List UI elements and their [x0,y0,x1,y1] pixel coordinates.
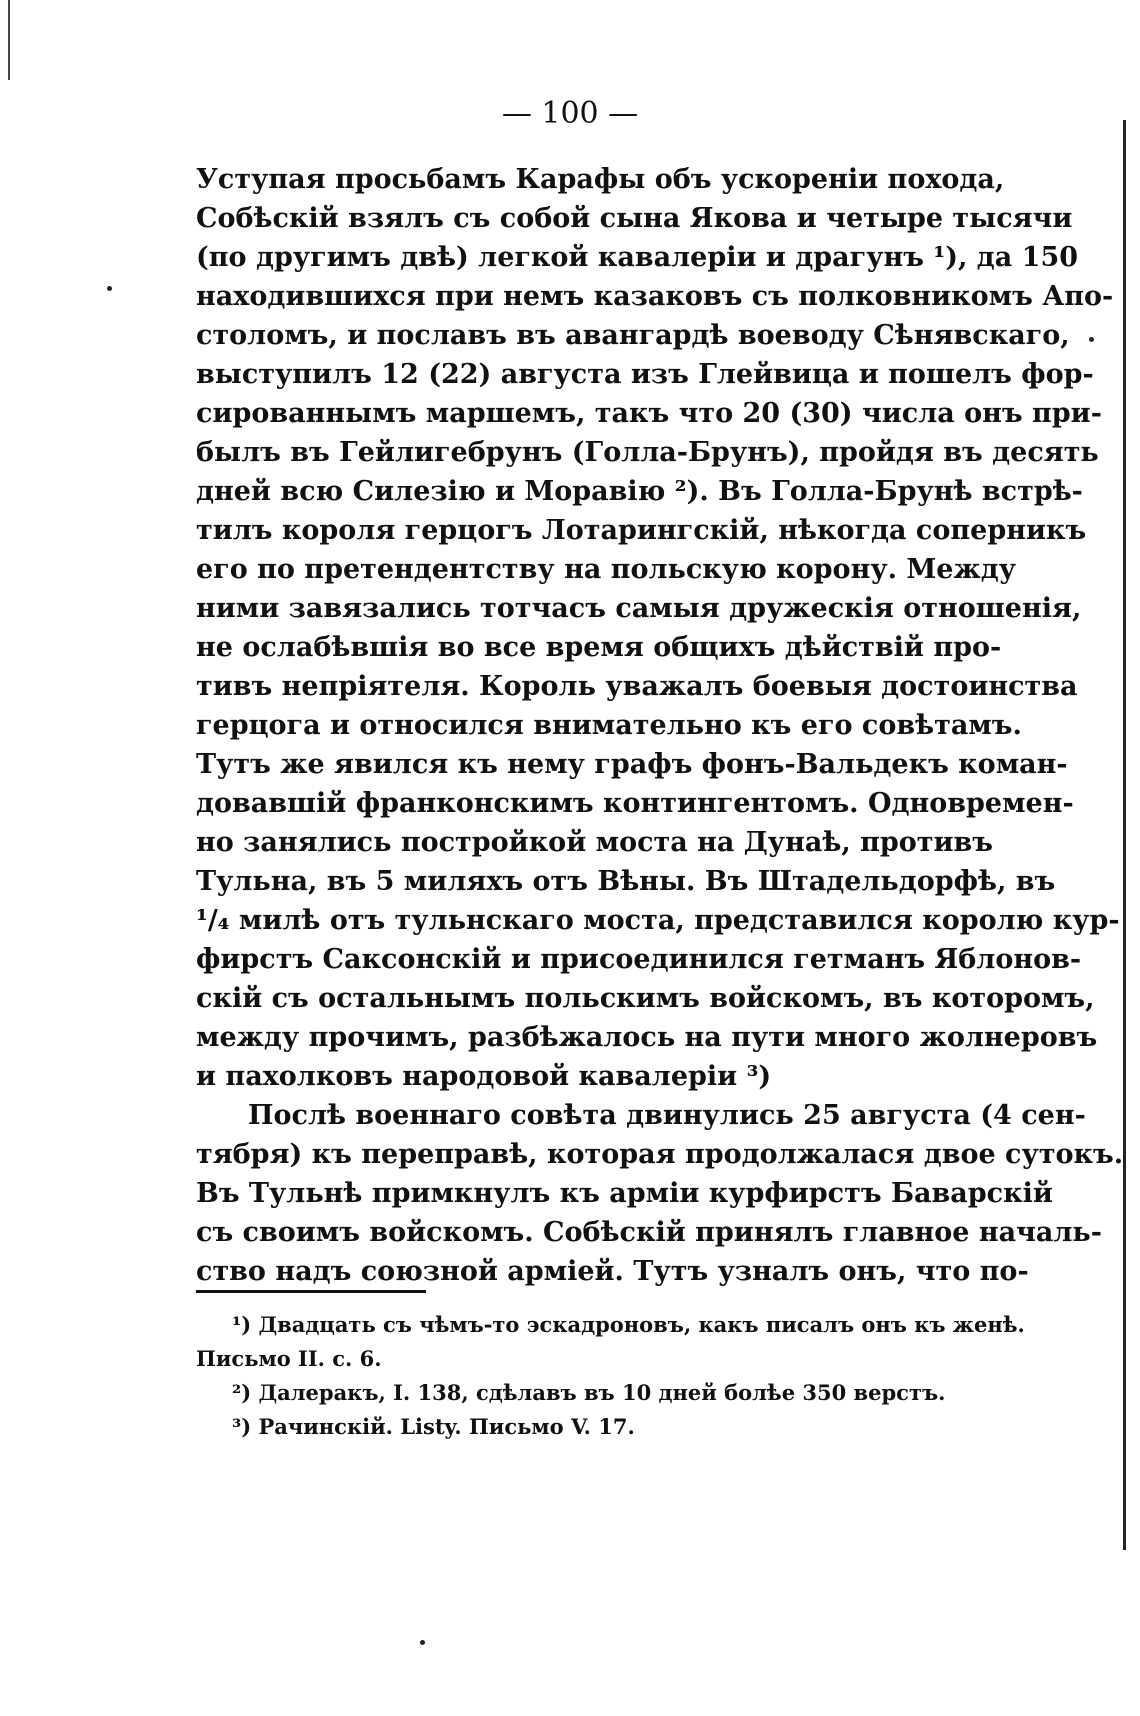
text-line: скій съ остальнымъ польскимъ войскомъ, въ которомъ, [196,983,1095,1014]
footnote: ³) Рачинскій. Listy. Письмо V. 17. [232,1414,635,1439]
text-line: Собѣскій взялъ съ собой сына Якова и четыре тысячи [196,203,1073,234]
text-line: выступилъ 12 (22) августа изъ Глейвица и пошелъ фор- [196,359,1094,390]
text-line: ¹/₄ милѣ отъ тульнскаго моста, представился королю кур- [196,905,1120,936]
footnotes [196,1308,1025,1444]
body-text [196,160,1124,1291]
text-line: съ своимъ войскомъ. Собѣскій принялъ главное началь- [196,1217,1102,1248]
scan-edge-right [1123,120,1126,1550]
text-line: находившихся при немъ казаковъ съ полковникомъ Апо- [196,281,1114,312]
text-line: Тульна, въ 5 миляхъ отъ Вѣны. Въ Штадельдорфѣ, въ [196,866,1056,897]
scan-edge-left [8,0,10,80]
text-line: тилъ короля герцогъ Лотарингскій, нѣкогда соперникъ [196,515,1087,546]
text-line: Въ Тульнѣ примкнулъ къ арміи курфирстъ Баварскій [196,1178,1053,1209]
footnote-separator [196,1290,426,1293]
footnote: ¹) Двадцать съ чѣмъ-то эскадроновъ, какъ писалъ онъ къ женѣ. [232,1312,1025,1337]
text-line: (по другимъ двѣ) легкой кавалеріи и драгунъ ¹), да 150 [196,242,1079,273]
text-line: не ослабѣвшія во все время общихъ дѣйствій про- [196,632,1002,663]
scan-speck [420,1640,425,1645]
text-line: довавшій франконскимъ контингентомъ. Одновремен- [196,788,1074,819]
text-line: тивъ непріятеля. Король уважалъ боевыя достоинства [196,671,1078,702]
text-line: между прочимъ, разбѣжалось на пути много жолнеровъ [196,1022,1098,1053]
text-line: былъ въ Гейлигебрунъ (Голла-Брунъ), пройдя въ десять [196,437,1099,468]
scan-speck [1089,337,1094,342]
text-line: его по претендентству на польскую корону. Между [196,554,1017,585]
text-line: фирстъ Саксонскій и присоединился гетманъ Яблонов- [196,944,1082,975]
text-line: ними завязались тотчасъ самыя дружескія отношенія, [196,593,1082,624]
footnote: ²) Далеракъ, I. 138, сдѣлавъ въ 10 дней болѣе 350 верстъ. [232,1380,946,1405]
text-line: герцога и относился внимательно къ его совѣтамъ. [196,710,1022,741]
page-number: — 100 — [501,96,639,131]
text-line: ство надъ союзной арміей. Тутъ узналъ онъ, что по- [196,1256,1029,1287]
text-line: Уступая просьбамъ Карафы объ ускореніи похода, [196,164,1005,195]
text-line: Тутъ же явился къ нему графъ фонъ-Вальдекъ коман- [196,749,1068,780]
text-line: но занялись постройкой моста на Дунаѣ, противъ [196,827,994,858]
text-line: дней всю Силезію и Моравію ²). Въ Голла-Брунѣ встрѣ- [196,476,1083,507]
text-line: сированнымъ маршемъ, такъ что 20 (30) числа онъ при- [196,398,1102,429]
text-line: Послѣ военнаго совѣта двинулись 25 августа (4 сен- [248,1100,1086,1131]
text-line: тября) къ переправѣ, которая продолжалася двое сутокъ. [196,1139,1124,1170]
text-line: столомъ, и пославъ въ авангардѣ воеводу Сѣнявскаго, [196,320,1070,351]
footnote-continuation: Письмо II. с. 6. [196,1346,382,1371]
scan-speck [107,286,112,291]
text-line: и пахолковъ народовой кавалеріи ³) [196,1061,772,1092]
